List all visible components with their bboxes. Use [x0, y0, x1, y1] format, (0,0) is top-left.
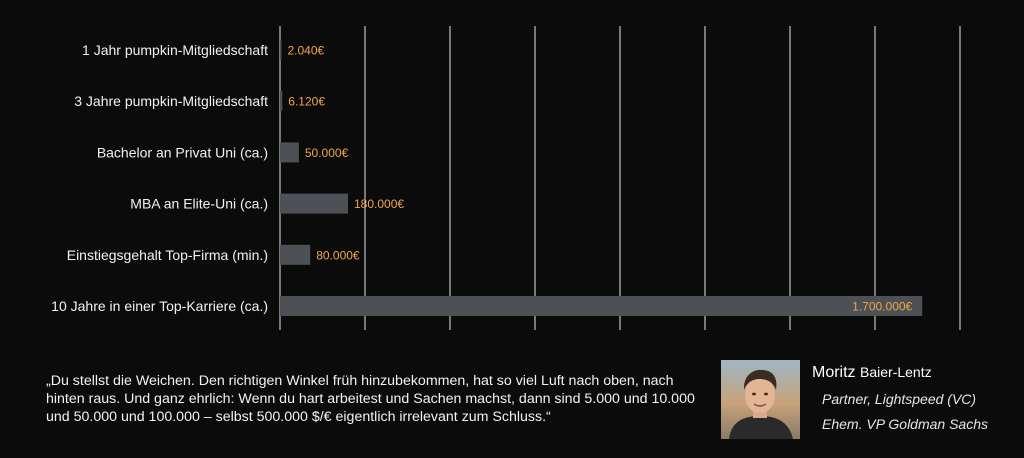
avatar [721, 360, 800, 439]
quote-text: „Du stellst die Weichen. Den richtigen Winkel früh hinzubekommen, hat so viel Luft nach oben, nach hinten raus. Und ganz ehrlich: Wenn du hart arbeitest und Sachen machst, dann sind 5.000 und 10.000 und 50.000 und 100.000 – selbst 500.000 $/€ eigentlich irrelevant zum Schluss.“ [46, 373, 695, 425]
category-label: Bachelor an Privat Uni (ca.) [96, 144, 268, 161]
bar [280, 40, 282, 60]
labels [51, 42, 912, 314]
category-label: 3 Jahre pumpkin-Mitgliedschaft [74, 93, 268, 110]
bars [280, 40, 922, 316]
category-label: MBA an Elite-Uni (ca.) [130, 195, 268, 212]
person-name [812, 364, 1017, 382]
person-last-name: Baier-Lentz [860, 364, 932, 380]
person-role: Partner, Lightspeed (VC) [822, 391, 977, 407]
bar [280, 142, 299, 162]
person-former-role: Ehem. VP Goldman Sachs [822, 416, 989, 432]
data-label: 2.040€ [287, 43, 325, 58]
person-info [812, 364, 1017, 432]
category-label: 10 Jahre in einer Top-Karriere (ca.) [51, 298, 268, 314]
data-label: 180.000€ [354, 197, 405, 212]
grid-lines [280, 26, 960, 330]
portrait-image [721, 360, 800, 439]
data-label: 6.120€ [288, 94, 326, 109]
data-label: 80.000€ [316, 248, 360, 263]
bar [280, 91, 282, 111]
data-label: 50.000€ [304, 145, 349, 160]
bar [280, 194, 348, 214]
bar [280, 245, 310, 265]
category-label: 1 Jahr pumpkin-Mitgliedschaft [82, 42, 268, 58]
bar [280, 296, 922, 316]
category-label: Einstiegsgehalt Top-Firma (min.) [66, 246, 268, 263]
data-label: 1.700.000€ [852, 299, 913, 314]
person-first-name: Moritz [812, 364, 856, 381]
